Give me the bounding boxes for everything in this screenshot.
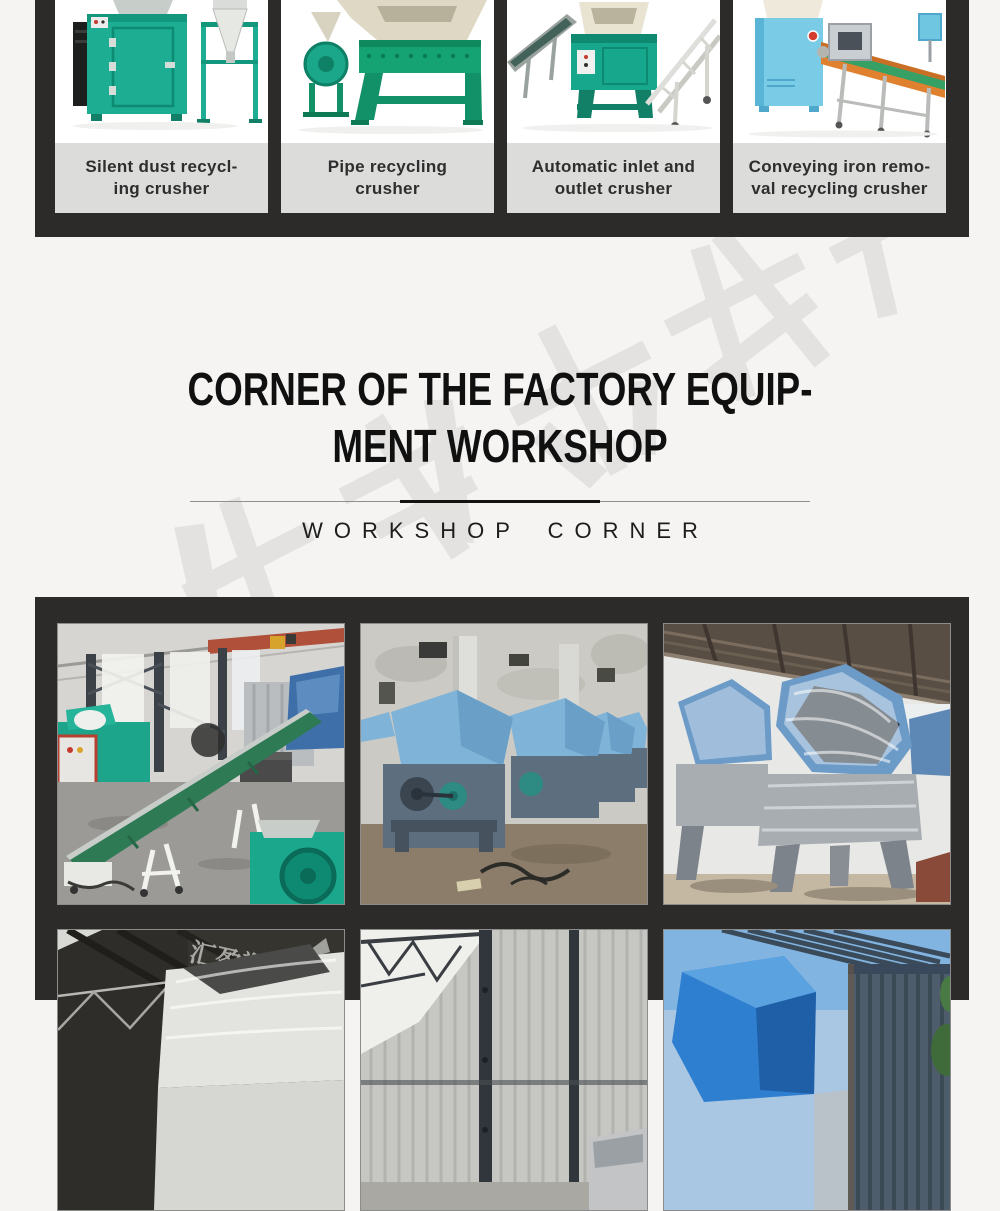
product-caption [507, 143, 720, 213]
caption-line-2: val recycling crusher [751, 179, 928, 198]
product-caption [733, 143, 946, 213]
product-caption [281, 143, 494, 213]
section-title [0, 237, 1000, 475]
workshop-photo-dark-roof-wrapped [57, 929, 345, 1211]
product-photo-silent-dust-crusher [55, 0, 268, 143]
caption-line-1: Silent dust recycl- [85, 157, 238, 176]
title-divider [190, 500, 810, 503]
workshop-photo-container-loading [663, 929, 951, 1211]
product-photo-inlet-outlet-crusher [507, 0, 720, 143]
workshop-photo-blue-crushers [360, 623, 648, 905]
workshop-photo-corrugated-wall [360, 929, 648, 1211]
section-title-line-1: CORNER OF THE FACTORY EQUIP- [187, 363, 813, 415]
caption-line-2: crusher [355, 179, 420, 198]
workshop-photo-wrapped-machines [663, 623, 951, 905]
caption-line-1: Pipe recycling [327, 157, 448, 176]
product-card-pipe-crusher[interactable] [281, 0, 494, 213]
caption-line-2: outlet crusher [554, 179, 673, 198]
workshop-photo-conveyor [57, 623, 345, 905]
product-card-silent-dust-crusher[interactable] [55, 0, 268, 213]
product-card-iron-removal-crusher[interactable] [733, 0, 946, 213]
product-caption [55, 143, 268, 213]
product-card-row [55, 0, 946, 213]
divider-accent-bar [400, 500, 600, 503]
caption-line-1: Conveying iron remo- [748, 157, 931, 176]
product-photo-iron-removal-crusher [733, 0, 946, 143]
workshop-corner-section-header [0, 237, 1000, 597]
product-photo-pipe-crusher [281, 0, 494, 143]
product-banner [35, 0, 969, 237]
section-title-line-2: MENT WORKSHOP [332, 420, 668, 472]
caption-line-2: ing crusher [113, 179, 210, 198]
product-card-inlet-outlet-crusher[interactable] [507, 0, 720, 213]
section-subtitle: WORKSHOP CORNER [302, 518, 709, 543]
workshop-photo-grid [57, 623, 951, 1211]
workshop-photo-panel [35, 597, 969, 1000]
caption-line-1: Automatic inlet and [531, 157, 696, 176]
